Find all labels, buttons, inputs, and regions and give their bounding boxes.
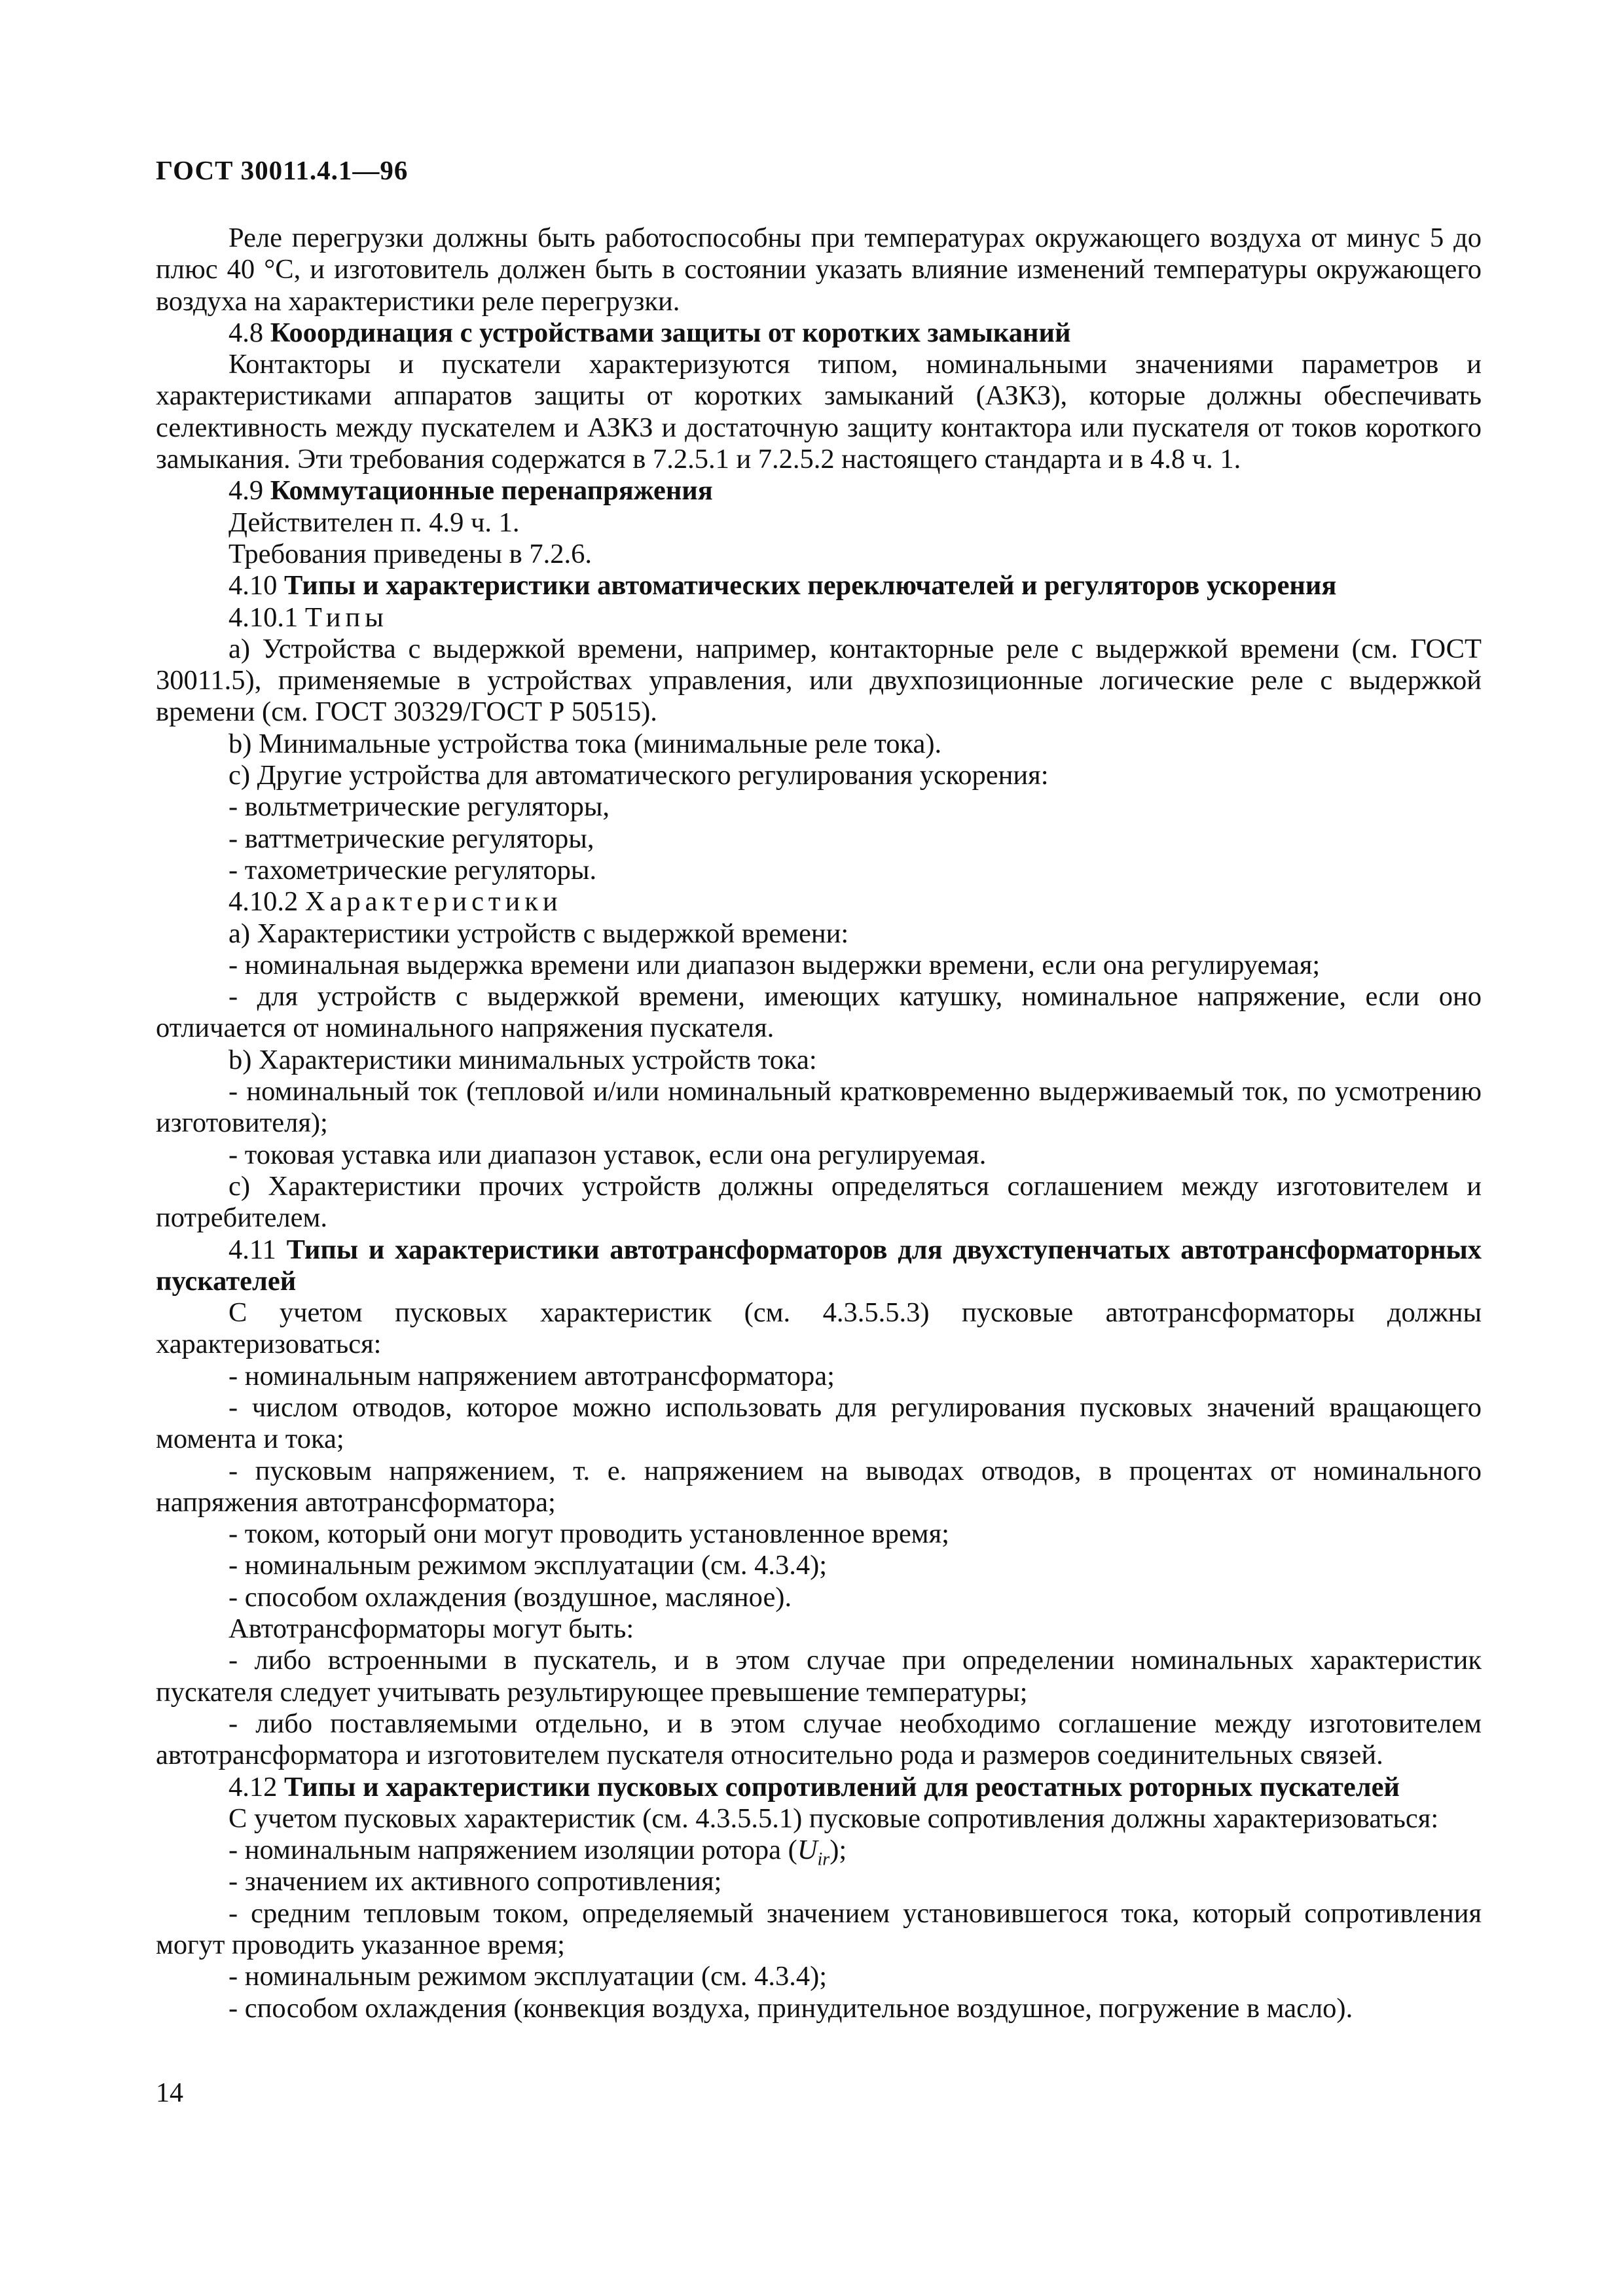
- section-number: 4.12: [228, 1771, 278, 1803]
- section-number: 4.9: [228, 475, 264, 507]
- section-title: Коммутационные перенапряжения: [270, 475, 713, 507]
- list-item: с) Другие устройства для автоматического регулирования ускорения:: [228, 760, 1049, 791]
- symbol-subscript: ir: [817, 1849, 830, 1870]
- section-title: Типы и характеристики автотрансформаторов для двухступенчатых автотрансформаторных пускателей: [156, 1234, 1482, 1297]
- paragraph: С учетом пусковых характеристик (см. 4.3.5.5.1) пусковые сопротивления должны характеризоваться:: [228, 1803, 1439, 1834]
- list-item: с) Характеристики прочих устройств должны определяться соглашением между изготовителем и потребителем.: [156, 1170, 1482, 1234]
- list-item: - номинальный ток (тепловой и/или номинальный кратковременно выдерживаемый ток, по усмотрению изготовителя);: [156, 1076, 1482, 1139]
- list-item: - способом охлаждения (конвекция воздуха, принудительное воздушное, погружение в масло).: [228, 1992, 1353, 2024]
- section-heading: [156, 1772, 1482, 1803]
- list-item: [156, 1835, 1482, 1870]
- list-item: - значением их активного сопротивления;: [228, 1866, 722, 1897]
- subsection-number: 4.10.2: [228, 886, 299, 918]
- list-item: - токовая уставка или диапазон уставок, если она регулируемая.: [228, 1139, 987, 1170]
- section-number: 4.10: [228, 570, 278, 601]
- subsection-heading: [156, 886, 1482, 918]
- list-item: - средним тепловым током, определяемый значением установившегося тока, который сопротивления могут проводить указанное время;: [156, 1897, 1482, 1961]
- section-title: Типы и характеристики автоматических переключателей и регуляторов ускорения: [284, 570, 1337, 601]
- list-item: - либо встроенными в пускатель, и в этом случае при определении номинальных характеристик пускателя следует учитывать результирующее превышение температуры;: [156, 1645, 1482, 1708]
- list-item: - пусковым напряжением, т. е. напряжением на выводах отводов, в процентах от номинального напряжения автотрансформатора;: [156, 1455, 1482, 1518]
- section-heading: [156, 475, 1482, 507]
- list-item: - номинальным напряжением автотрансформатора;: [228, 1360, 835, 1391]
- list-item: - номинальным режимом эксплуатации (см. 4.3.4);: [228, 1550, 828, 1581]
- list-item: а) Характеристики устройств с выдержкой времени:: [228, 918, 849, 949]
- section-heading: [156, 317, 1482, 349]
- list-item: - числом отводов, которое можно использовать для регулирования пусковых значений вращающего момента и тока;: [156, 1391, 1482, 1455]
- standard-header: ГОСТ 30011.4.1—96: [156, 155, 409, 185]
- list-item: - ваттметрические регуляторы,: [228, 823, 594, 854]
- section-heading: [156, 1234, 1482, 1298]
- paragraph: С учетом пусковых характеристик (см. 4.3.5.5.3) пусковые автотрансформаторы должны характеризоваться:: [156, 1297, 1482, 1360]
- list-item: - номинальным режимом эксплуатации (см. 4.3.4);: [228, 1961, 828, 1992]
- list-item: b) Характеристики минимальных устройств тока:: [228, 1044, 817, 1075]
- list-item: - для устройств с выдержкой времени, имеющих катушку, номинальное напряжение, если оно отличается от номинального напряжения пускателя.: [156, 981, 1482, 1044]
- list-item: - либо поставляемыми отдельно, и в этом случае необходимо соглашение между изготовителем автотрансформатора и изготовителем пускателя относительно рода и размеров соединительных связей.: [156, 1708, 1482, 1771]
- list-item: - вольтметрические регуляторы,: [228, 791, 610, 823]
- list-item-text: - номинальным напряжением изоляции ротора (: [228, 1835, 797, 1866]
- list-item: а) Устройства с выдержкой времени, например, контакторные реле с выдержкой времени (см. ГОСТ 30011.5), применяемые в устройствах управления, или двухпозиционные логические реле с выдержкой времени (см. ГОСТ 30329/ГОСТ Р 50515).: [156, 633, 1482, 728]
- list-item: - номинальная выдержка времени или диапазон выдержки времени, если она регулируемая;: [228, 949, 1321, 980]
- paragraph: Действителен п. 4.9 ч. 1.: [228, 507, 520, 538]
- paragraph: Реле перегрузки должны быть работоспособны при температурах окружающего воздуха от минус 5 до плюс 40 °C, и изготовитель должен быть в состоянии указать влияние изменений температуры окружающего воздуха на характеристики реле перегрузки.: [156, 223, 1482, 317]
- list-item: - тахометрические регуляторы.: [228, 854, 597, 886]
- paragraph: Контакторы и пускатели характеризуются типом, номинальными значениями параметров и характеристиками аппаратов защиты от коротких замыканий (АЗКЗ), которые должны обеспечивать селективность между пускателем и АЗКЗ и достаточную защиту контактора или пускателя от токов короткого замыкания. Эти требования содержатся в 7.2.5.1 и 7.2.5.2 настоящего стандарта и в 4.8 ч. 1.: [156, 349, 1482, 475]
- section-number: 4.8: [228, 317, 264, 348]
- section-title: Типы и характеристики пусковых сопротивлений для реостатных роторных пускателей: [284, 1771, 1400, 1803]
- page-number: 14: [156, 2078, 183, 2108]
- document-body: [156, 223, 1482, 2024]
- subsection-heading: [156, 602, 1482, 634]
- list-item: b) Минимальные устройства тока (минимальные реле тока).: [228, 728, 942, 759]
- paragraph: Требования приведены в 7.2.6.: [228, 538, 592, 569]
- section-heading: [156, 570, 1482, 601]
- list-item: - способом охлаждения (воздушное, масляное).: [228, 1581, 792, 1613]
- symbol-u: U: [797, 1835, 818, 1866]
- section-number: 4.11: [228, 1234, 276, 1265]
- subsection-title: Типы: [304, 601, 388, 633]
- section-title: Кооординация с устройствами защиты от коротких замыканий: [270, 317, 1071, 348]
- subsection-title: Характеристики: [304, 886, 562, 918]
- subsection-number: 4.10.1: [228, 601, 299, 633]
- paragraph: Автотрансформаторы могут быть:: [228, 1613, 634, 1645]
- list-item-text-end: );: [830, 1835, 847, 1866]
- list-item: - током, который они могут проводить установленное время;: [228, 1518, 949, 1550]
